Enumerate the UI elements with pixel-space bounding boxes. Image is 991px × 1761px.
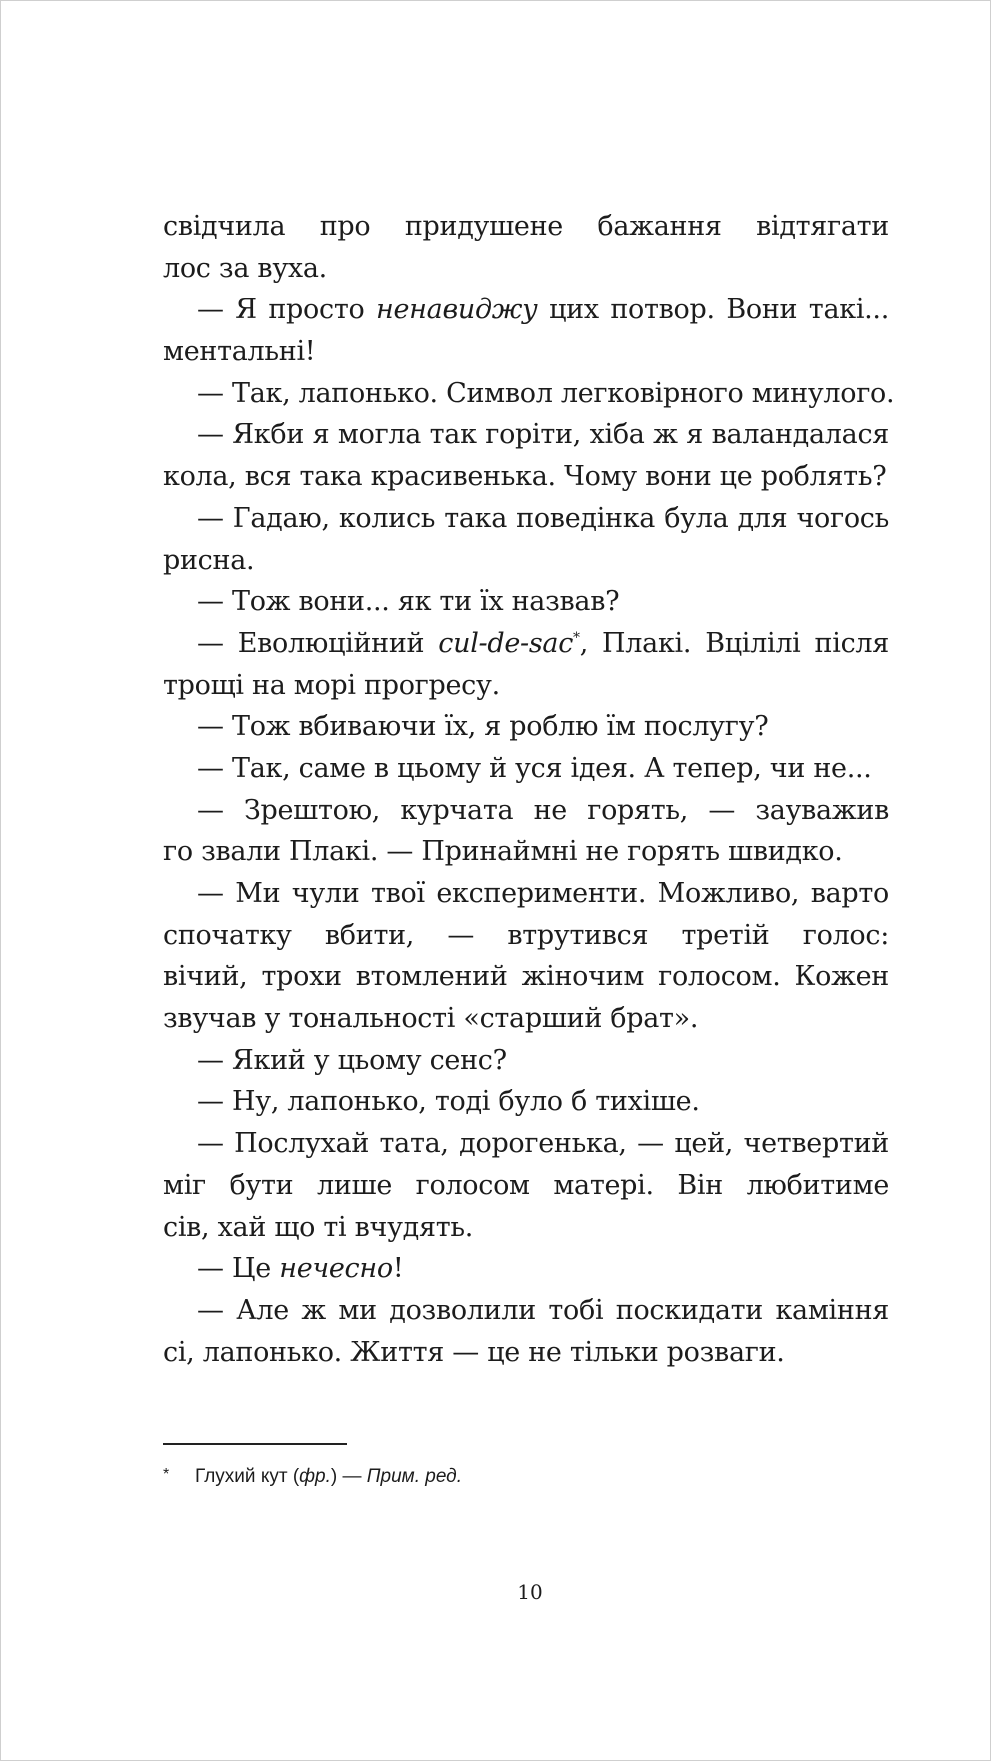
text-line: міг бути лише голосом матері. Він любитиме bbox=[163, 1169, 889, 1201]
text-run: — Це bbox=[197, 1253, 280, 1285]
text-run: цих потвор. Вони такі... bbox=[549, 294, 889, 326]
text-line: ментальні! bbox=[163, 336, 316, 368]
text-line: вічий, трохи втомлений жіночим голосом. Кожен bbox=[163, 961, 889, 993]
text-line: лос за вуха. bbox=[163, 252, 327, 284]
text-line: сі, лапонько. Життя — це не тільки розваги. bbox=[163, 1336, 785, 1368]
text-line: — Який у цьому сенс? bbox=[197, 1044, 507, 1076]
italic-emphasis: нечесно bbox=[279, 1253, 393, 1285]
text-line: спочатку вбити, — втрутився третій голос: bbox=[163, 919, 889, 951]
text-line: — Гадаю, колись така поведінка була для чогось bbox=[197, 502, 889, 534]
footnote-text: ) — bbox=[330, 1466, 367, 1487]
text-line bbox=[163, 289, 889, 331]
footnote-text: Глухий кут ( bbox=[195, 1466, 300, 1487]
text-line: — Ну, лапонько, тоді було б тихіше. bbox=[197, 1086, 700, 1118]
footnote-language: фр. bbox=[299, 1466, 331, 1487]
text-line: — Послухай тата, дорогенька, — цей, четвертий bbox=[197, 1128, 889, 1160]
text-line: — Тож вони... як ти їх назвав? bbox=[197, 586, 620, 618]
text-run: ! bbox=[392, 1253, 404, 1285]
text-line: звучав у тональності «старший брат». bbox=[163, 1003, 699, 1035]
text-line: — Зрештою, курчата не горять, — зауважив bbox=[197, 794, 889, 826]
text-run: — Еволюційний bbox=[197, 627, 439, 659]
text-run: — Я просто bbox=[197, 294, 376, 326]
text-line: свідчила про придушене бажання відтягати bbox=[163, 211, 889, 242]
text-run: , Плакі. Вцілілі після bbox=[579, 627, 889, 659]
text-line: — Так, саме в цьому й уся ідея. А тепер, чи не... bbox=[197, 752, 872, 784]
footnote-divider bbox=[163, 1443, 347, 1445]
footnote bbox=[163, 1461, 863, 1491]
text-line: — Ми чули твої експерименти. Можливо, варто bbox=[197, 878, 889, 909]
text-line: — Але ж ми дозволили тобі поскидати каміння bbox=[197, 1294, 889, 1326]
footnote-reference: * bbox=[573, 629, 580, 646]
footnote-marker: * bbox=[163, 1466, 170, 1483]
text-line: — Тож вбиваючи їх, я роблю їм послугу? bbox=[197, 711, 769, 743]
body-text bbox=[163, 206, 895, 1373]
text-line: трощі на морі прогресу. bbox=[163, 669, 500, 701]
text-line: — Так, лапонько. Символ легковірного минулого. bbox=[197, 377, 895, 409]
text-line: сів, хай що ті вчудять. bbox=[163, 1211, 474, 1243]
italic-emphasis: ненавиджу bbox=[376, 294, 538, 326]
text-line: кола, вся така красивенька. Чому вони це роблять? bbox=[163, 461, 887, 493]
italic-emphasis: cul-de-sac bbox=[438, 627, 574, 659]
text-line: — Якби я могла так горіти, хіба ж я валандалася bbox=[197, 419, 889, 451]
text-line: го звали Плакі. — Принаймні не горять швидко. bbox=[163, 836, 843, 868]
footnote-editor-note: Прим. ред. bbox=[366, 1466, 462, 1487]
text-line bbox=[163, 1248, 889, 1290]
page-number: 10 bbox=[517, 1580, 543, 1604]
text-line bbox=[163, 623, 889, 665]
text-line: рисна. bbox=[163, 544, 255, 576]
